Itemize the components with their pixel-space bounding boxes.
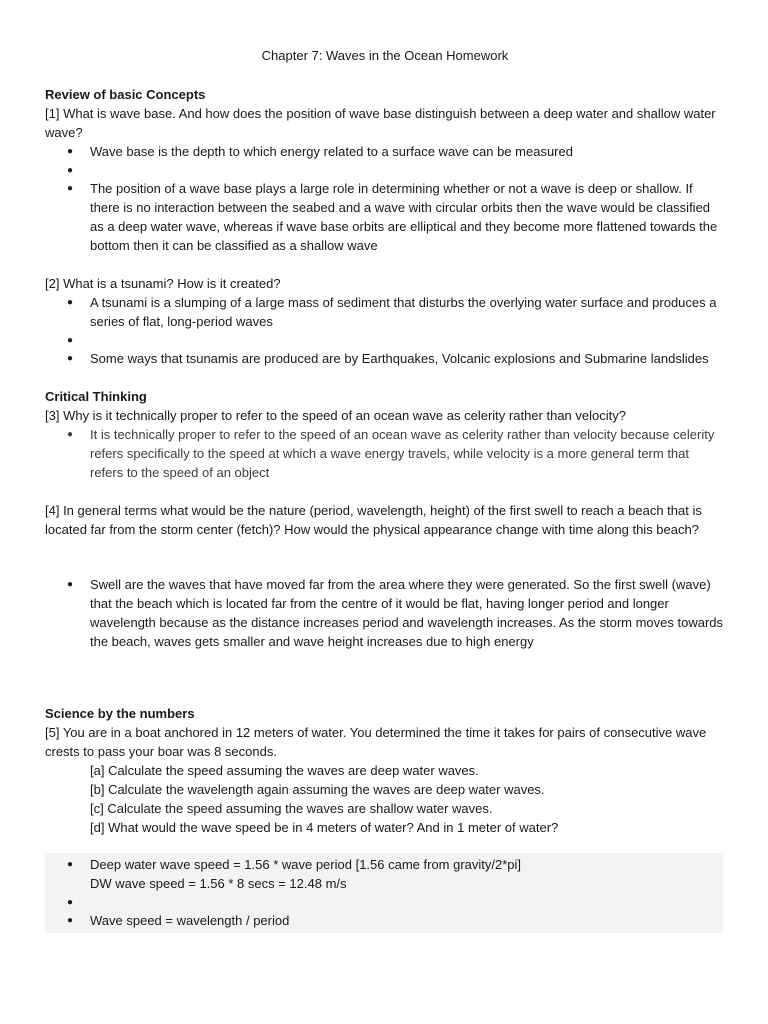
answer-q5-2: ● Wave speed = wavelength / period (45, 911, 723, 930)
question-5-part-a: [a] Calculate the speed assuming the waves are deep water waves. (90, 763, 479, 778)
answer-q5-1-line2: DW wave speed = 1.56 * 8 secs = 12.48 m/s (90, 876, 347, 891)
question-5-part-d: [d] What would the wave speed be in 4 meters of water? And in 1 meter of water? (90, 820, 559, 835)
spacer (45, 539, 725, 575)
answer-q1-2: ● The position of a wave base plays a large role in determining whether or not a wave is deep or shallow. If there is no interaction between the seabed and a wave with circular orbits then the wave would be classified as a deep water wave, whereas if wave base orbits are elliptical and they become more flattened towards the bottom then it can be classified as a shallow wave (45, 179, 725, 255)
section-heading-review: Review of basic Concepts (45, 87, 206, 102)
answer-q3-1: ● It is technically proper to refer to the speed of an ocean wave as celerity rather than velocity because celerity refers specifically to the speed at which a wave energy travels, while velocity is a more general term that refers to the speed of an object (45, 425, 725, 482)
spacer (45, 161, 725, 179)
section-heading-critical: Critical Thinking (45, 389, 147, 404)
question-5-part-b: [b] Calculate the wavelength again assuming the waves are deep water waves. (90, 782, 545, 797)
answer-list-q1 (45, 142, 725, 255)
question-3: [3] Why is it technically proper to refer to the speed of an ocean wave as celerity rather than velocity? (45, 408, 626, 423)
answer-q2-2: ● Some ways that tsunamis are produced are by Earthquakes, Volcanic explosions and Submarine landslides (45, 349, 725, 368)
answer-q4-1: ● Swell are the waves that have moved far from the area where they were generated. So the first swell (wave) that the beach which is located far from the centre of it would be flat, having longer period and longer wavelength because as the distance increases period and wavelength increases. As the storm moves towards the beach, waves gets smaller and wave height increases due to high energy (45, 575, 725, 651)
spacer (45, 651, 725, 704)
question-2: [2] What is a tsunami? How is it created? (45, 276, 281, 291)
spacer (45, 368, 725, 387)
answer-q5-1 (45, 855, 723, 893)
answer-list-q2 (45, 293, 725, 368)
answer-list-q4 (45, 575, 725, 651)
answer-q1-1: ● Wave base is the depth to which energy related to a surface wave can be measured (45, 142, 725, 161)
spacer (45, 482, 725, 501)
spacer (45, 331, 725, 349)
question-5-part-c: [c] Calculate the speed assuming the waves are shallow water waves. (90, 801, 493, 816)
section-heading-numbers: Science by the numbers (45, 706, 195, 721)
spacer (45, 837, 725, 853)
question-5: [5] You are in a boat anchored in 12 meters of water. You determined the time it takes for pairs of consecutive wave crests to pass your boar was 8 seconds. (45, 725, 707, 759)
answer-list-q5 (45, 855, 723, 930)
document-title: Chapter 7: Waves in the Ocean Homework (261, 48, 509, 63)
question-1: [1] What is wave base. And how does the position of wave base distinguish between a deep water and shallow water wave? (45, 106, 716, 140)
spacer (45, 893, 723, 911)
answer-block-q5 (45, 853, 723, 933)
question-4: [4] In general terms what would be the nature (period, wavelength, height) of the first swell to reach a beach that is located far from the storm center (fetch)? How would the physical appearance change with time along this beach? (45, 503, 702, 537)
document-page (45, 46, 725, 933)
answer-list-q3 (45, 425, 725, 482)
spacer (45, 255, 725, 274)
answer-q5-1-line1: Deep water wave speed = 1.56 * wave period [1.56 came from gravity/2*pi] (90, 857, 522, 872)
answer-q2-1: ● A tsunami is a slumping of a large mass of sediment that disturbs the overlying water surface and produces a series of flat, long-period waves (45, 293, 725, 331)
